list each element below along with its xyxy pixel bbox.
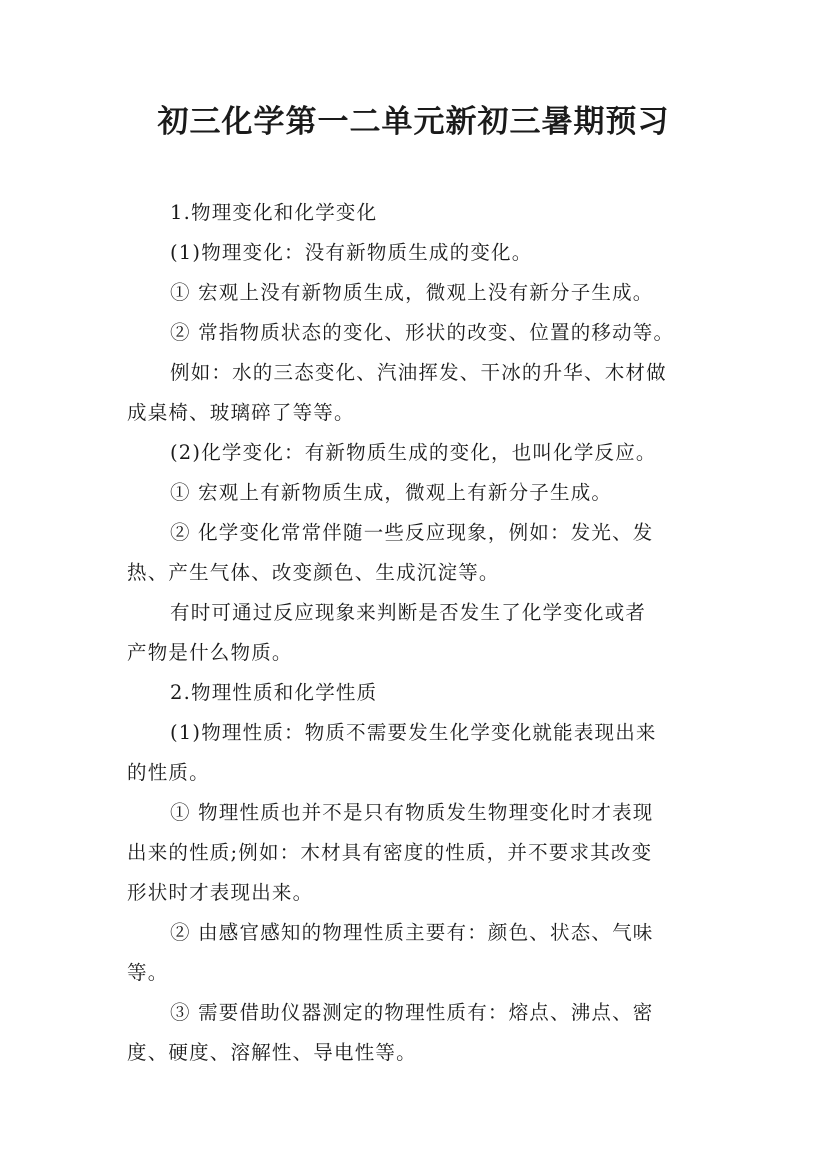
text-line: 出来的性质;例如：木材具有密度的性质，并不要求其改变: [127, 841, 653, 864]
text-line: 热、产生气体、改变颜色、生成沉淀等。: [127, 561, 500, 584]
text-line: 度、硬度、溶解性、导电性等。: [127, 1041, 417, 1064]
text-line: ① 宏观上没有新物质生成，微观上没有新分子生成。: [170, 281, 654, 304]
paragraph: [127, 913, 707, 993]
text-line: 有时可通过反应现象来判断是否发生了化学变化或者: [170, 601, 647, 624]
text-line: ① 物理性质也并不是只有物质发生物理变化时才表现: [170, 801, 654, 824]
text-line: ① 宏观上有新物质生成，微观上有新分子生成。: [170, 481, 613, 504]
text-line: ③ 需要借助仪器测定的物理性质有：熔点、沸点、密: [170, 1001, 654, 1024]
text-line: 1.物理变化和化学变化: [170, 201, 378, 224]
text-line: 等。: [127, 961, 169, 984]
text-line: 形状时才表现出来。: [127, 881, 314, 904]
paragraph: [127, 433, 707, 473]
paragraph: [127, 313, 707, 353]
text-line: 成桌椅、玻璃碎了等等。: [127, 401, 355, 424]
document-body: [127, 193, 707, 1073]
text-line: (1)物理变化：没有新物质生成的变化。: [170, 241, 533, 264]
paragraph: [127, 473, 707, 513]
paragraph: [127, 273, 707, 313]
text-line: ② 常指物质状态的变化、形状的改变、位置的移动等。: [170, 321, 675, 344]
section-heading: [127, 673, 707, 713]
paragraph: [127, 353, 707, 433]
paragraph: [127, 513, 707, 593]
paragraph: [127, 233, 707, 273]
text-line: ② 化学变化常常伴随一些反应现象，例如：发光、发: [170, 521, 654, 544]
text-line: (2)化学变化：有新物质生成的变化，也叫化学反应。: [170, 441, 657, 464]
paragraph: [127, 993, 707, 1073]
text-line: 2.物理性质和化学性质: [170, 681, 378, 704]
text-line: ② 由感官感知的物理性质主要有：颜色、状态、气味: [170, 921, 654, 944]
section-heading: [127, 193, 707, 233]
paragraph: [127, 593, 707, 673]
text-line: (1)物理性质：物质不需要发生化学变化就能表现出来: [170, 721, 657, 744]
document-title: 初三化学第一二单元新初三暑期预习: [157, 104, 670, 140]
paragraph: [127, 713, 707, 793]
text-line: 产物是什么物质。: [127, 641, 293, 664]
text-line: 例如：水的三态变化、汽油挥发、干冰的升华、木材做: [170, 361, 667, 384]
text-line: 的性质。: [127, 761, 210, 784]
paragraph: [127, 793, 707, 913]
